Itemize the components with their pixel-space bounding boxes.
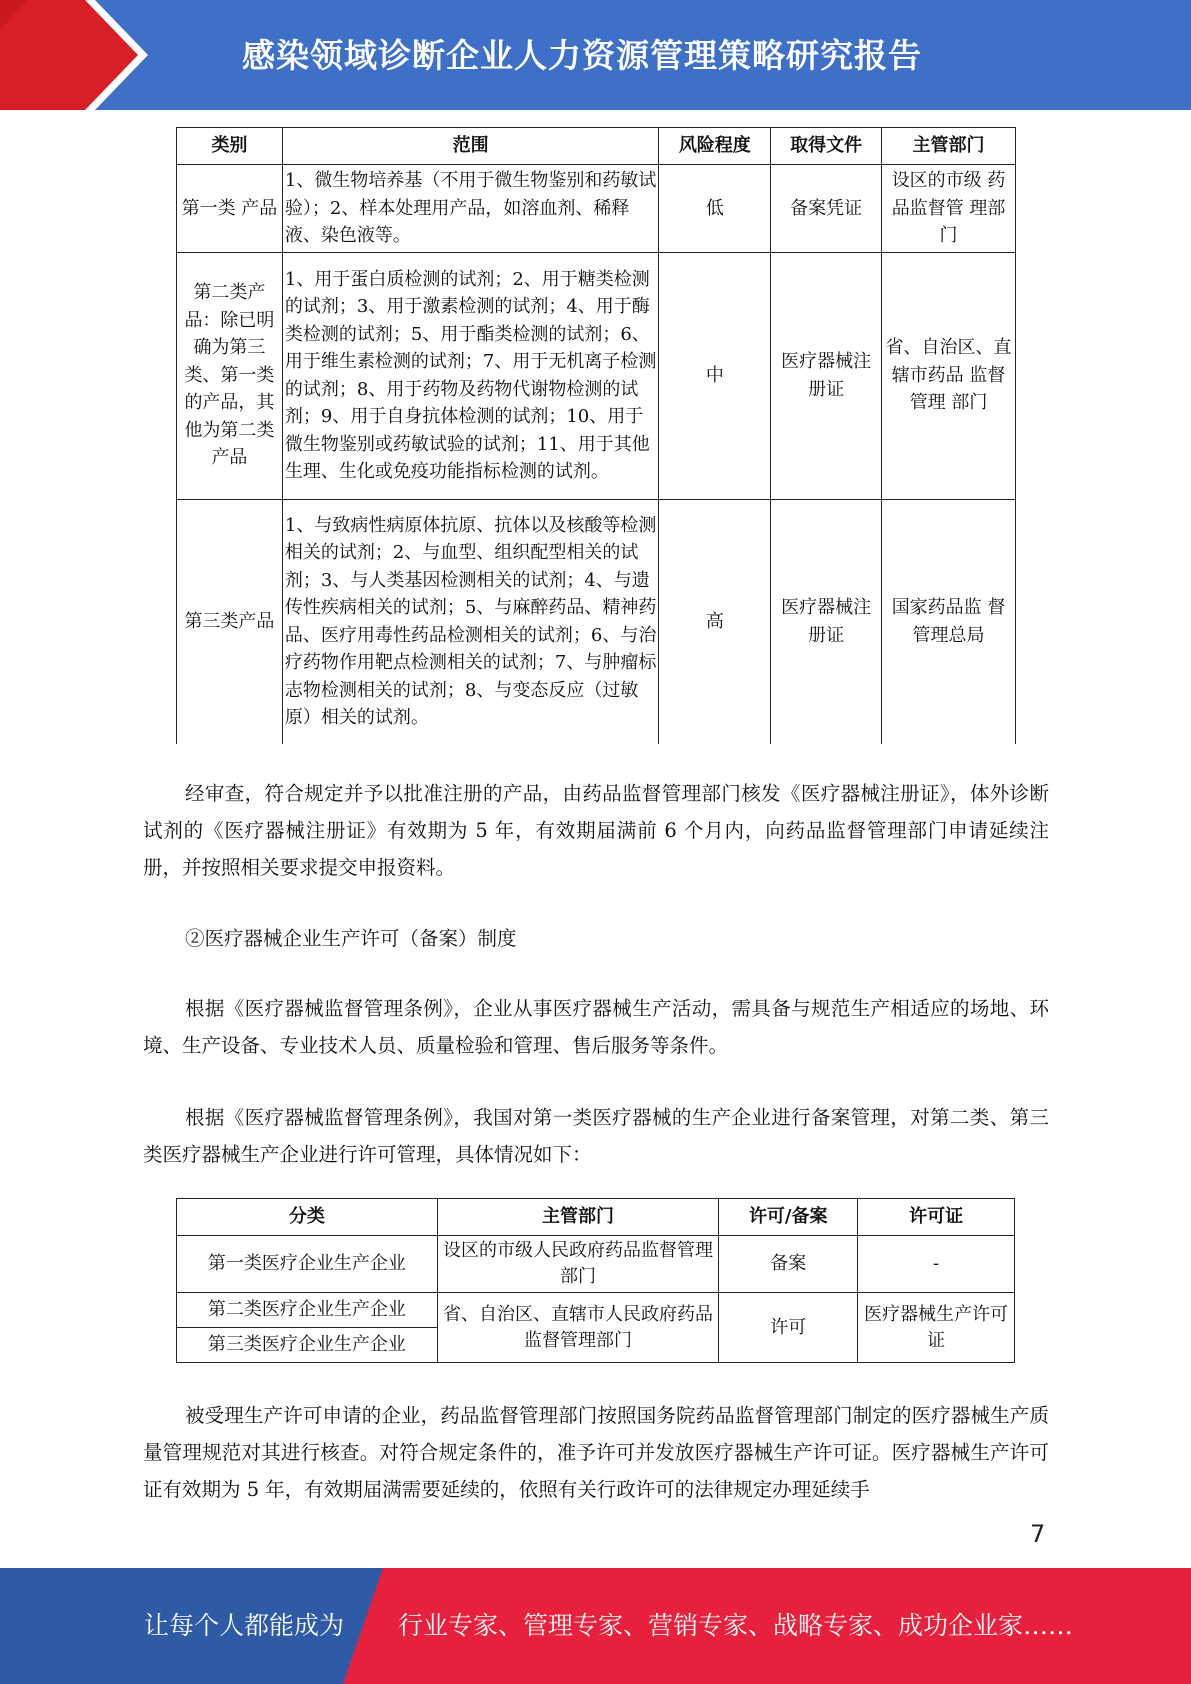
col-header-department: 主管部门: [882, 128, 1016, 165]
paragraph-management: 根据《医疗器械监督管理条例》，我国对第一类医疗器械的生产企业进行备案管理，对第二类、第三类医疗器械生产企业进行许可管理，具体情况如下：: [143, 1106, 1049, 1166]
col-header-class: 分类: [177, 1199, 438, 1236]
table-row: [177, 499, 1016, 744]
cell-department: 省、自治区、直辖市药品 监督管理 部门: [882, 252, 1016, 499]
cell-scope: 1、微生物培养基（不用于微生物鉴别和药敏试验）；2、样本处理用产品，如溶血剂、稀释液、染色液等。: [282, 165, 659, 253]
col-header-department: 主管部门: [437, 1199, 719, 1236]
cell-document: 医疗器械注册证: [771, 499, 882, 744]
cell-scope: 1、与致病性病原体抗原、抗体以及核酸等检测相关的试剂；2、与血型、组织配型相关的试剂；3、与人类基因检测相关的试剂；4、与遗传性疾病相关的试剂；5、与麻醉药品、精神药品、医疗用毒性药品检测相关的试剂；6、与治疗药物作用靶点检测相关的试剂；7、与肿瘤标志物检测相关的试剂；8、与变态反应（过敏原）相关的试剂。: [282, 499, 659, 744]
cell-class: 第一类医疗企业生产企业: [177, 1236, 438, 1293]
cell-scope: 1、用于蛋白质检测的试剂；2、用于糖类检测的试剂；3、用于激素检测的试剂；4、用于酶类检测的试剂；5、用于酯类检测的试剂；6、用于维生素检测的试剂；7、用于无机离子检测的试剂；8、用于药物及药物代谢物检测的试剂；9、用于自身抗体检测的试剂；10、用于微生物鉴别或药敏试验的试剂；11、用于其他生理、生化或免疫功能指标检测的试剂。: [282, 252, 659, 499]
cell-department: 设区的市级 药品监督管 理部门: [882, 165, 1016, 253]
cell-risk: 高: [659, 499, 771, 744]
cell-document: 医疗器械注册证: [771, 252, 882, 499]
cell-license: 医疗器械生产许可证: [858, 1293, 1015, 1363]
col-header-category: 类别: [177, 128, 283, 165]
header-red-arrow: [0, 0, 150, 110]
cell-license: -: [858, 1236, 1015, 1293]
page-number: 7: [1030, 1520, 1046, 1548]
footer-slogan-left: 让每个人都能成为: [144, 1611, 345, 1640]
report-title: 感染领域诊断企业人力资源管理策略研究报告: [242, 36, 922, 75]
cell-category: 第一类 产品: [177, 165, 283, 253]
paragraph-inspection: 被受理生产许可申请的企业，药品监督管理部门按照国务院药品监督管理部门制定的医疗器械生产质量管理规范对其进行核查。对符合规定条件的，准予许可并发放医疗器械生产许可证。医疗器械生产许可证有效期为 5 年，有效期届满需要延续的，依照有关行政许可的法律规定办理延续手: [143, 1404, 1049, 1501]
cell-category: 第二类产品：除已明确为第三类、第一类的产品，其他为第二类产品: [177, 252, 283, 499]
page-header: [0, 0, 1191, 110]
footer-slogan-right: 行业专家、管理专家、营销专家、战略专家、成功企业家……: [398, 1611, 1074, 1640]
table-header-row: [177, 128, 1016, 165]
cell-class: 第三类医疗企业生产企业: [177, 1328, 438, 1363]
col-header-document: 取得文件: [771, 128, 882, 165]
paragraph-registration: 经审查，符合规定并予以批准注册的产品，由药品监督管理部门核发《医疗器械注册证》，体外诊断试剂的《医疗器械注册证》有效期为 5 年，有效期届满前 6 个月内，向药品监督管理部门申请延续注册，并按照相关要求提交申报资料。: [143, 782, 1049, 879]
cell-class: 第二类医疗企业生产企业: [177, 1293, 438, 1328]
table-row: [177, 252, 1016, 499]
cell-license-type: 备案: [719, 1236, 858, 1293]
cell-risk: 低: [659, 165, 771, 253]
production-license-table: [176, 1198, 1015, 1363]
table-row: [177, 1236, 1015, 1293]
table-row: [177, 165, 1016, 253]
table-row: [177, 1293, 1015, 1328]
cell-department: 省、自治区、直辖市人民政府药品监督管理部门: [437, 1293, 719, 1363]
cell-risk: 中: [659, 252, 771, 499]
product-classification-table: [176, 127, 1016, 744]
paragraph-requirements: 根据《医疗器械监督管理条例》，企业从事医疗器械生产活动，需具备与规范生产相适应的场地、环境、生产设备、专业技术人员、质量检验和管理、售后服务等条件。: [143, 997, 1049, 1057]
col-header-risk: 风险程度: [659, 128, 771, 165]
section-heading: ②医疗器械企业生产许可（备案）制度: [185, 927, 517, 950]
cell-document: 备案凭证: [771, 165, 882, 253]
page-footer: [0, 1568, 1191, 1684]
cell-department: 国家药品监 督管理总局: [882, 499, 1016, 744]
col-header-license: 许可证: [858, 1199, 1015, 1236]
cell-category: 第三类产品: [177, 499, 283, 744]
col-header-scope: 范围: [282, 128, 659, 165]
cell-department: 设区的市级人民政府药品监督管理部门: [437, 1236, 719, 1293]
table-header-row: [177, 1199, 1015, 1236]
col-header-license-type: 许可/备案: [719, 1199, 858, 1236]
cell-license-type: 许可: [719, 1293, 858, 1363]
